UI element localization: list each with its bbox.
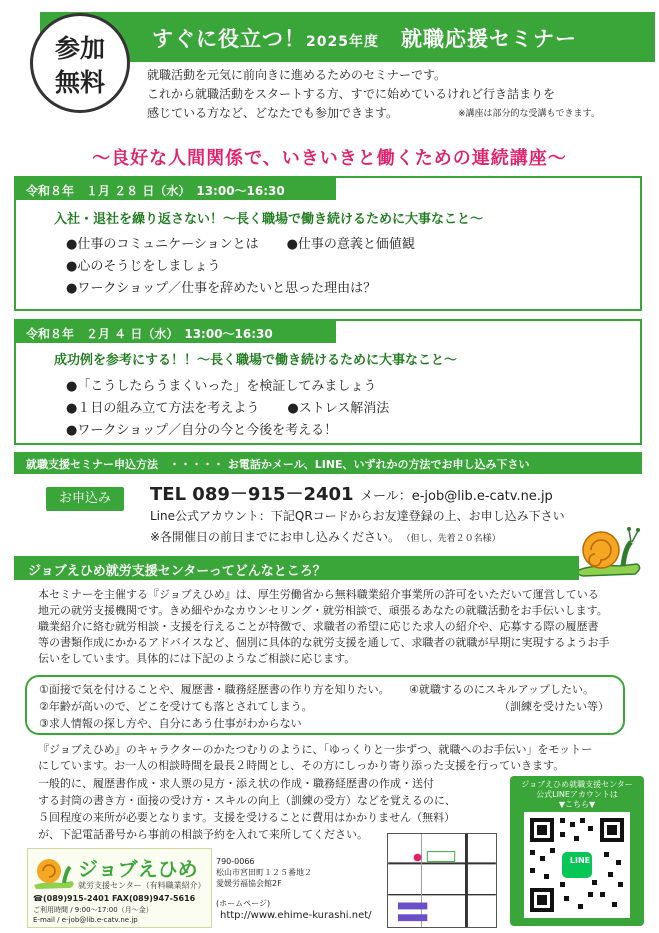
mascot-paragraph: [38, 742, 628, 774]
badge-line1: 参加: [54, 34, 105, 63]
address: [216, 856, 312, 889]
about-line: 職業紹介に絡む就労相談・支援を行えることが特徴で、求職者の希望に応じた求人の紹介や、応募する際の履歴書: [38, 620, 599, 633]
session-title: 入社・退社を繰り返さない！～長く職場で働き続けるために大事なこと～: [54, 212, 484, 227]
session-item: ●ストレス解消法: [287, 401, 390, 416]
consult-item: ③求人情報の探し方や、自分にあう仕事がわからない: [39, 717, 302, 730]
about-paragraph: [38, 587, 633, 667]
support-line: が、下記電話番号から事前の相談予約を入れて来所してください。: [38, 828, 368, 841]
badge-line2: 無料: [54, 68, 105, 97]
homepage-label: (ホームページ): [216, 899, 271, 908]
support-line: 一般的に、履歴書作成・求人票の見方・添え状の作成・職務経歴書の作成・送付: [38, 777, 434, 790]
title-year: 2025年度: [306, 34, 379, 50]
session-item: ●仕事の意義と価値観: [286, 237, 415, 252]
session-date: 令和８年 ２月 ４ 日（水） 13:00～16:30: [16, 321, 336, 343]
title-rest: 就職応援セミナー: [400, 27, 577, 51]
consult-item: ②年齢が高いので、どこを受けても落とされてしまう。: [39, 700, 313, 713]
line-account-info: Line公式アカウント：下記QRコードからお友達登録の上、お申し込み下さい: [150, 509, 565, 523]
intro-line: 就職活動を元気に前向きに進めるためのセミナーです。: [147, 68, 447, 82]
about-line: 伝いをしています。具体的には下記のようなご相談に応じます。: [38, 652, 356, 665]
address-line2: 愛媛労福協会館2F: [216, 879, 282, 888]
session-item: ●１日の組み立て方法を考えよう: [66, 401, 260, 416]
session-item: ●ワークショップ／自分の今と今後を考える！: [66, 423, 338, 438]
address-line1: 松山市宮田町１２５番地２: [216, 868, 312, 877]
line-qr-panel: [510, 776, 644, 926]
mascot-line: 『ジョブえひめ』のキャラクターのかたつむりのように、「ゆっくりと一歩ずつ、就職へのお手伝い」をモットー: [38, 743, 593, 756]
support-line: ５回程度の来所が必要となります。支援を受けることに費用はかかりません（無料）: [38, 811, 456, 824]
session-item: ●「こうしたらうまくいった」を検証してみましょう: [66, 379, 377, 394]
logo-email: E-mail / e-job@lib.e-catv.ne.jp: [33, 916, 138, 924]
apply-button[interactable]: お申込み: [46, 487, 124, 511]
intro-line: 感じている方など、どなたでも参加できます。: [147, 106, 399, 120]
about-line: 本セミナーを主催する『ジョブえひめ』は、厚生労働省から無料職業紹介事業所の許可をいただいて運営している: [38, 588, 599, 601]
snail-logo-icon: [32, 851, 76, 891]
page-title: [152, 23, 577, 53]
session-item: ●仕事のコミュニケーションとは: [66, 237, 259, 252]
address-zip: 790-0066: [216, 857, 255, 866]
about-bar: ジョブえひめ就労支援センターってどんなところ？: [14, 556, 579, 580]
deadline-text: ※各開催日の前日までにお申し込みください。: [150, 530, 395, 544]
session-title: 成功例を参考にする！！～長く職場で働き続けるために大事なこと～: [54, 353, 458, 368]
session-item: ●心のそうじをしましょう: [66, 259, 221, 274]
title-main: すぐに役立つ！: [152, 27, 306, 51]
deadline: [150, 528, 501, 545]
homepage-link[interactable]: http://www.ehime-kurashi.net/: [220, 910, 372, 921]
logo-phone: ☎(089)915-2401 FAX(089)947-5616: [33, 894, 196, 903]
qr-caption: [510, 780, 644, 810]
logo-hours: ご利用時間 / 9:00～17:00（月～金）: [33, 906, 153, 914]
phone-number[interactable]: TEL 089－915－2401: [150, 484, 354, 505]
qr-caption-line: ▼こちら▼: [558, 800, 596, 809]
intro-line: これから就職活動をスタートする方、すでに始めているけれど行き詰まりを: [147, 87, 556, 101]
apply-method-bar: 就職支援セミナー申込方法 ・・・・・ お電話かメール、LINE、いずれかの方法でお申し込み下さい: [14, 452, 642, 474]
session-items: [66, 234, 415, 300]
deadline-note: （但し、先着２０名様）: [406, 534, 501, 544]
logo-subtitle: 就労支援センター（有料職業紹介）: [78, 881, 206, 890]
support-line: する封筒の書き方・面接の受け方・スキルの向上（訓練の受方）などを覚えるのに、: [38, 794, 456, 807]
about-line: 等の書類作成にかかるアドバイスなど、個別に具体的な就労支援を通して、求職者の就職が早期に実現するようお手: [38, 636, 610, 649]
session-box-2: [14, 319, 642, 445]
location-map-icon: [387, 833, 497, 928]
organization-logo: [27, 848, 212, 928]
catchphrase: ～良好な人間関係で、いきいきと働くための連続講座～: [92, 148, 567, 169]
consult-item-note: （訓練を受けたい等）: [499, 700, 609, 713]
qr-caption-line: 公式LINEアカウントは: [536, 790, 618, 799]
consult-list: [25, 675, 625, 735]
intro-note: ※講座は部分的な受講もできます。: [458, 109, 600, 119]
session-date: 令和８年 １月 ２８ 日（水） 13:00～16:30: [16, 178, 336, 200]
header-banner: [40, 12, 655, 62]
logo-name: ジョブえひめ: [78, 857, 198, 881]
snail-mascot-icon: [575, 518, 645, 578]
mascot-line: にしています。お一人の相談時間を最長２時間とし、その方にしっかり寄り添った支援を行っていきます。: [38, 759, 565, 772]
about-line: 地元の就労支援機関です。きめ細やかなカウンセリング・就労相談で、頑張るあなたの就職活動をお手伝いします。: [38, 604, 608, 617]
session-item: ●ワークショップ／仕事を辞めたいと思った理由は？: [66, 281, 377, 296]
email-address[interactable]: メール：e-job@lib.e-catv.ne.jp: [360, 489, 553, 504]
consult-item: ④就職するのにスキルアップしたい。: [409, 683, 594, 696]
session-box-1: [14, 176, 642, 311]
consult-item: ①面接で気を付けることや、履歴書・職務経歴書の作り方を知りたい。: [39, 683, 390, 696]
free-badge: [30, 13, 130, 113]
qr-caption-line: ジョブえひめ就職支援センター: [521, 780, 633, 789]
line-qr-code[interactable]: [524, 812, 630, 918]
line-logo-label: LINE: [569, 856, 591, 865]
session-items: [66, 376, 389, 442]
